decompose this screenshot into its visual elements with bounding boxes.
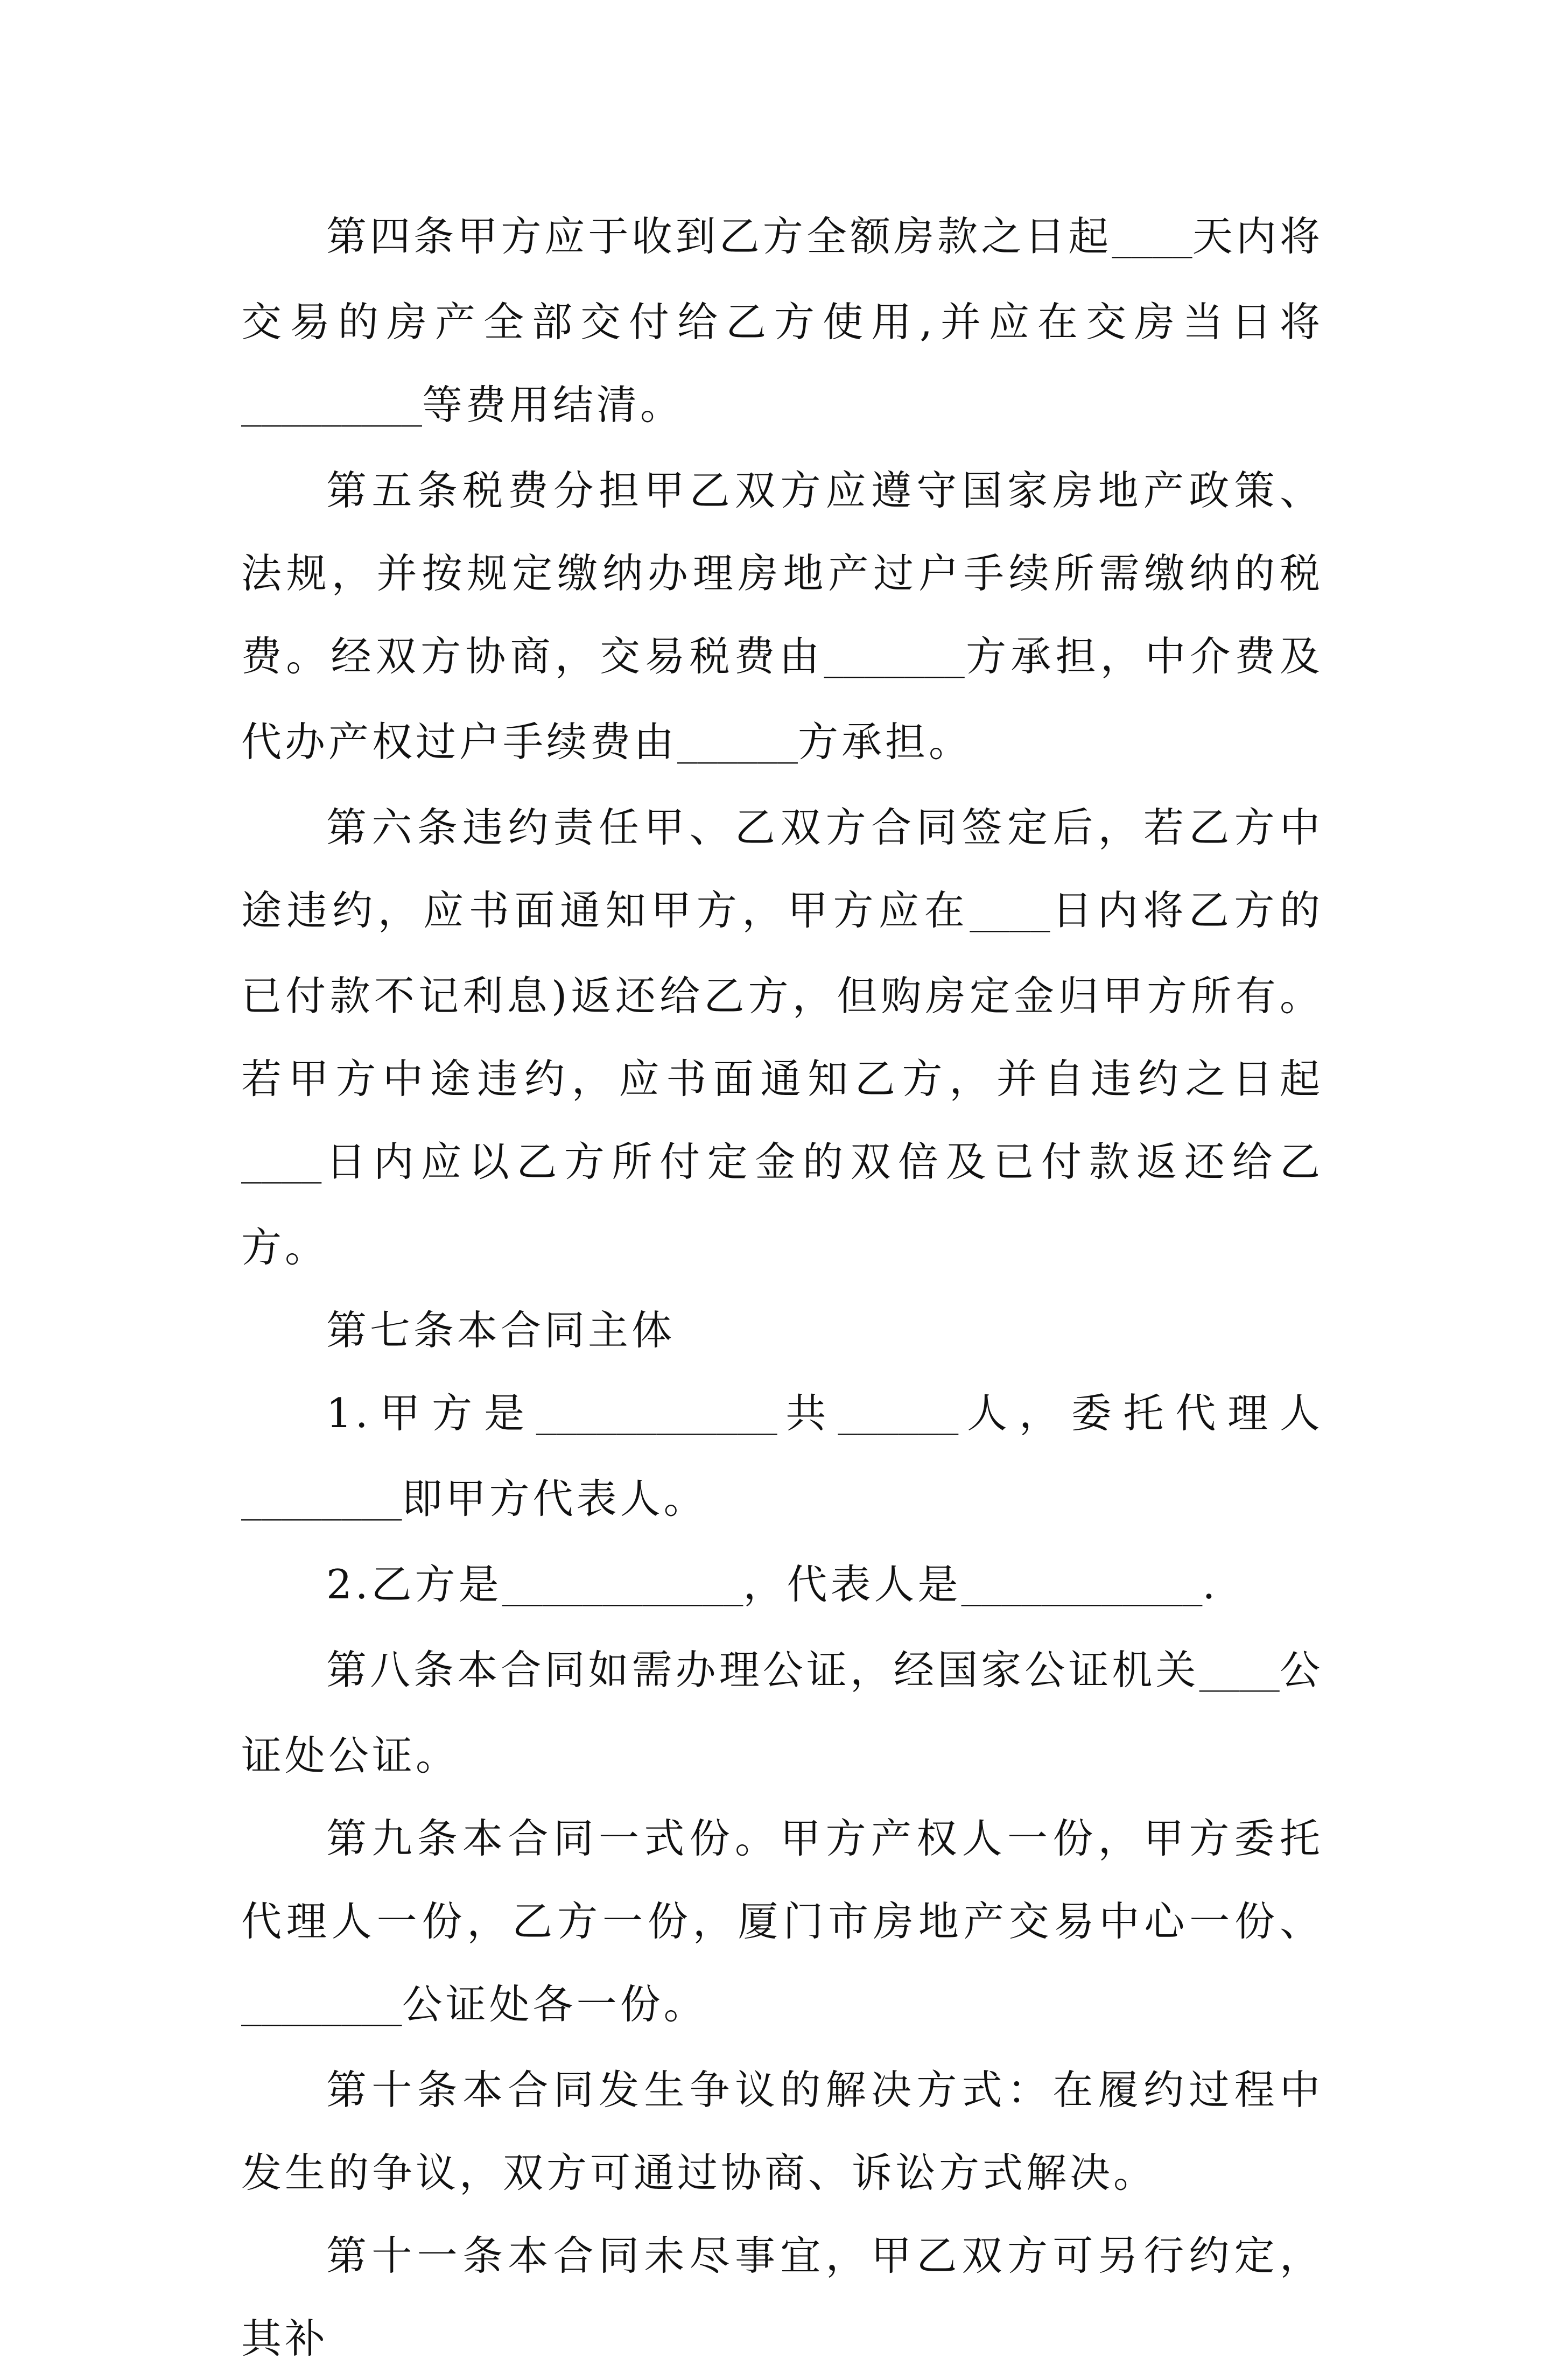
blank-field: _______ <box>824 639 965 678</box>
text-segment: 方承担。 <box>797 718 972 766</box>
text-segment: 第五条税费分担甲乙双方应遵守国家房地产政策、法规，并按规定缴纳办理房地产过户手续所需缴纳的税费。经双方协商，交易税费由 <box>241 467 1323 680</box>
article-6 <box>241 786 1323 1289</box>
text-segment: 人，委托代理人 <box>958 1389 1323 1437</box>
blank-field: ________ <box>241 1987 402 2026</box>
blank-field: ______ <box>838 1396 959 1435</box>
text-segment: 方承担，中介费及代办产权过户手续费由 <box>241 633 1323 766</box>
text-segment: 第四条甲方应于收到乙方全额房款之日起 <box>326 213 1112 260</box>
blank-field: ______ <box>677 725 798 764</box>
article-5 <box>241 449 1323 786</box>
article-7-item-2 <box>241 1543 1323 1628</box>
text-segment: 共 <box>777 1389 838 1437</box>
text-segment: 第九条本合同一式份。甲方产权人一份，甲方委托代理人一份，乙方一份，厦门市房地产交易中心一份、 <box>241 1815 1323 1945</box>
blank-field: ____ <box>1199 1653 1280 1692</box>
blank-field: ________ <box>241 1482 402 1521</box>
text-segment: 第十一条本合同未尽事宜，甲乙双方可另行约定，其补 <box>241 2232 1323 2362</box>
blank-field: _________ <box>241 388 422 427</box>
text-segment: 第七条本合同主体 <box>326 1307 676 1354</box>
text-segment: 即甲方代表人。 <box>402 1475 707 1522</box>
contract-body <box>241 195 1323 2380</box>
text-segment: 第六条违约责任甲、乙双方合同签定后，若乙方中途违约，应书面通知甲方，甲方应在 <box>241 804 1323 934</box>
text-segment: 等费用结清。 <box>422 381 684 429</box>
blank-field: ____________ <box>536 1396 777 1435</box>
text-segment: 第十条本合同发生争议的解决方式：在履约过程中发生的争议，双方可通过协商、诉讼方式解决。 <box>241 2066 1323 2196</box>
text-segment: 公证处公证。 <box>241 1646 1323 1779</box>
article-9 <box>241 1797 1323 2048</box>
text-segment: . <box>1202 1561 1219 1608</box>
article-7 <box>241 1289 1323 1372</box>
article-11 <box>241 2214 1323 2380</box>
text-segment: 公证处各一份。 <box>402 1981 707 2028</box>
text-segment: 日内应以乙方所付定金的双倍及已付款返还给乙方。 <box>241 1138 1323 1271</box>
article-7-item-1 <box>241 1372 1323 1543</box>
article-8 <box>241 1628 1323 1797</box>
text-segment: 天内将交易的房产全部交付给乙方使用,并应在交房当日将 <box>241 213 1323 346</box>
blank-field: ____ <box>1112 219 1192 258</box>
text-segment: ，代表人是 <box>743 1561 962 1608</box>
article-4 <box>241 195 1323 449</box>
blank-field: ____________ <box>502 1567 743 1606</box>
article-10 <box>241 2048 1323 2214</box>
text-segment: 1.甲方是 <box>326 1389 536 1437</box>
text-segment: 2.乙方是 <box>326 1561 502 1608</box>
blank-field: ____ <box>241 1145 322 1184</box>
text-segment: 第八条本合同如需办理公证，经国家公证机关 <box>326 1646 1199 1694</box>
text-segment: 日内将乙方的已付款不记利息)返还给乙方，但购房定金归甲方所有。若甲方中途违约，应书面通知乙方，并自违约之日起 <box>241 887 1323 1103</box>
blank-field: ____________ <box>961 1567 1203 1606</box>
blank-field: ____ <box>970 893 1050 932</box>
